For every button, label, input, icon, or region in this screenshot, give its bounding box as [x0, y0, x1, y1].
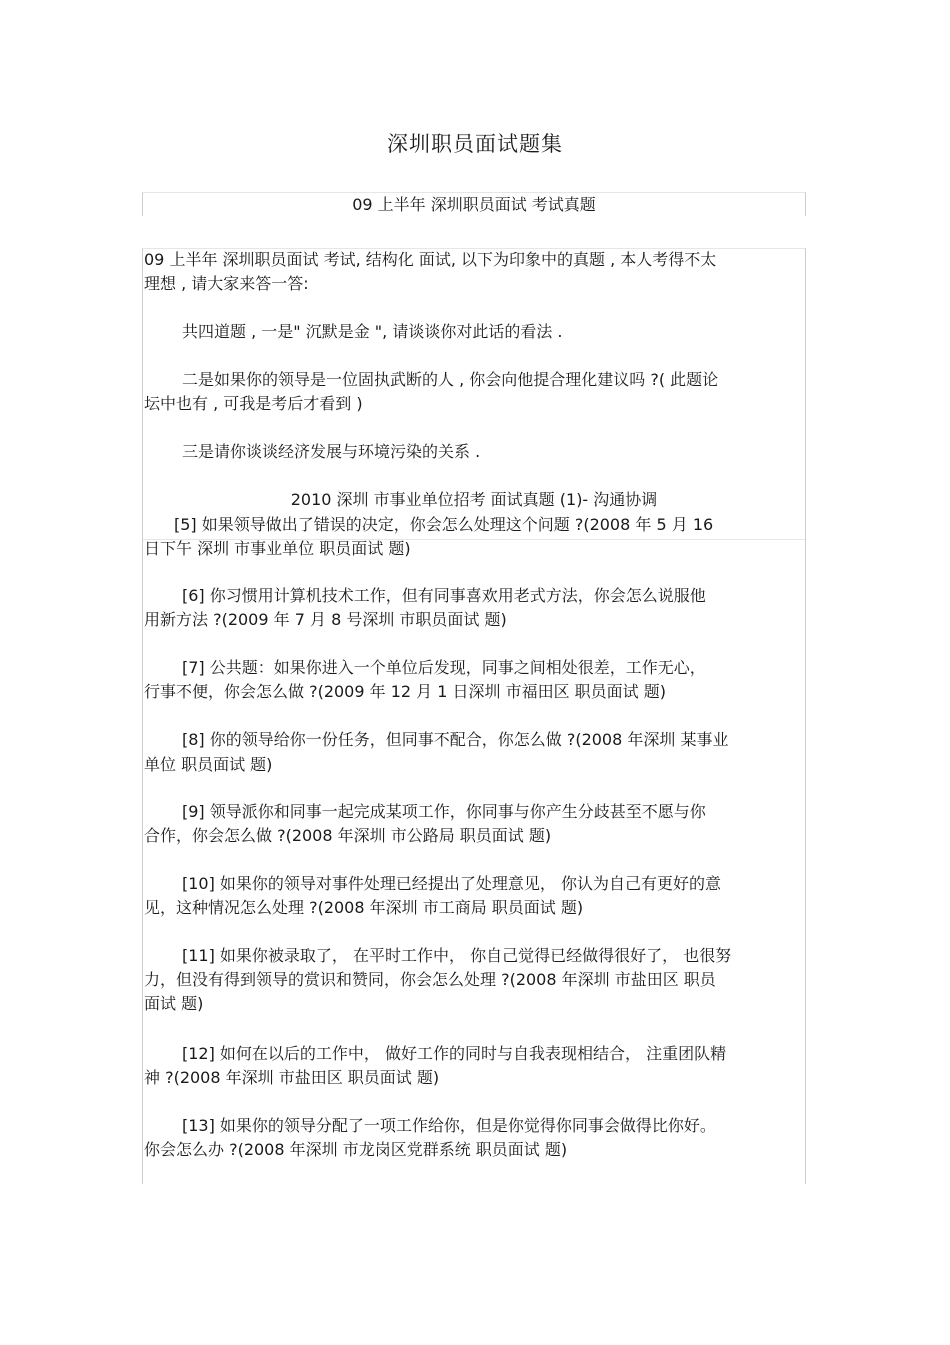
page-title: 深圳职员面试题集	[387, 132, 563, 156]
question-line: [13] 如果你的领导分配了一项工作给你，但是你觉得你同事会做得比你好。	[182, 1116, 716, 1135]
question-line: [12] 如何在以后的工作中， 做好工作的同时与自我表现相结合， 注重团队精	[182, 1044, 727, 1063]
content-box	[142, 248, 806, 1184]
question-line: [11] 如果你被录取了， 在平时工作中， 你自己觉得已经做得很好了， 也很努	[182, 946, 732, 965]
text-line: 坛中也有 , 可我是考后才看到 )	[144, 394, 363, 413]
text-line: 二是如果你的领导是一位固执武断的人 , 你会向他提合理化建议吗 ?( 此题论	[182, 370, 719, 389]
question-line: 力，但没有得到领导的赏识和赞同，你会怎么处理 ?(2008 年深圳 市盐田区 职员	[144, 970, 716, 989]
text-line: 09 上半年 深圳职员面试 考试, 结构化 面试, 以下为印象中的真题 , 本人考得不太	[144, 250, 717, 269]
text-line: 共四道题 , 一是" 沉默是金 ", 请谈谈你对此话的看法 .	[182, 322, 563, 341]
section-header: 09 上半年 深圳职员面试 考试真题	[352, 195, 596, 214]
question-line: 日下午 深圳 市事业单位 职员面试 题)	[144, 539, 411, 558]
question-line: 你会怎么办 ?(2008 年深圳 市龙岗区党群系统 职员面试 题)	[144, 1140, 568, 1159]
section-header-box	[142, 192, 806, 216]
question-line: 合作，你会怎么做 ?(2008 年深圳 市公路局 职员面试 题)	[144, 826, 552, 845]
section-subtitle: 2010 深圳 市事业单位招考 面试真题 (1)- 沟通协调	[290, 490, 658, 509]
question-line: [6] 你习惯用计算机技术工作，但有同事喜欢用老式方法，你会怎么说服他	[182, 586, 706, 605]
question-line: [10] 如果你的领导对事件处理已经提出了处理意见， 你认为自己有更好的意	[182, 874, 722, 893]
question-line: 见，这种情况怎么处理 ?(2008 年深圳 市工商局 职员面试 题)	[144, 898, 584, 917]
text-line: 理想 , 请大家来答一答:	[144, 274, 309, 293]
question-line: [8] 你的领导给你一份任务，但同事不配合，你怎么做 ?(2008 年深圳 某事业	[182, 730, 729, 749]
question-line: [9] 领导派你和同事一起完成某项工作，你同事与你产生分歧甚至不愿与你	[182, 802, 706, 821]
question-line: 面试 题)	[144, 994, 204, 1013]
question-line: 用新方法 ?(2009 年 7 月 8 号深圳 市职员面试 题)	[144, 610, 507, 629]
question-line: [7] 公共题：如果你进入一个单位后发现，同事之间相处很差，工作无心，	[182, 658, 706, 677]
question-line: 神 ?(2008 年深圳 市盐田区 职员面试 题)	[144, 1068, 440, 1087]
text-line: 三是请你谈谈经济发展与环境污染的关系 .	[182, 442, 481, 461]
question-line: [5] 如果领导做出了错误的决定，你会怎么处理这个问题 ?(2008 年 5 月 16	[174, 515, 714, 534]
question-line: 单位 职员面试 题)	[144, 755, 273, 774]
question-line: 行事不便，你会怎么做 ?(2009 年 12 月 1 日深圳 市福田区 职员面试 题)	[144, 682, 667, 701]
